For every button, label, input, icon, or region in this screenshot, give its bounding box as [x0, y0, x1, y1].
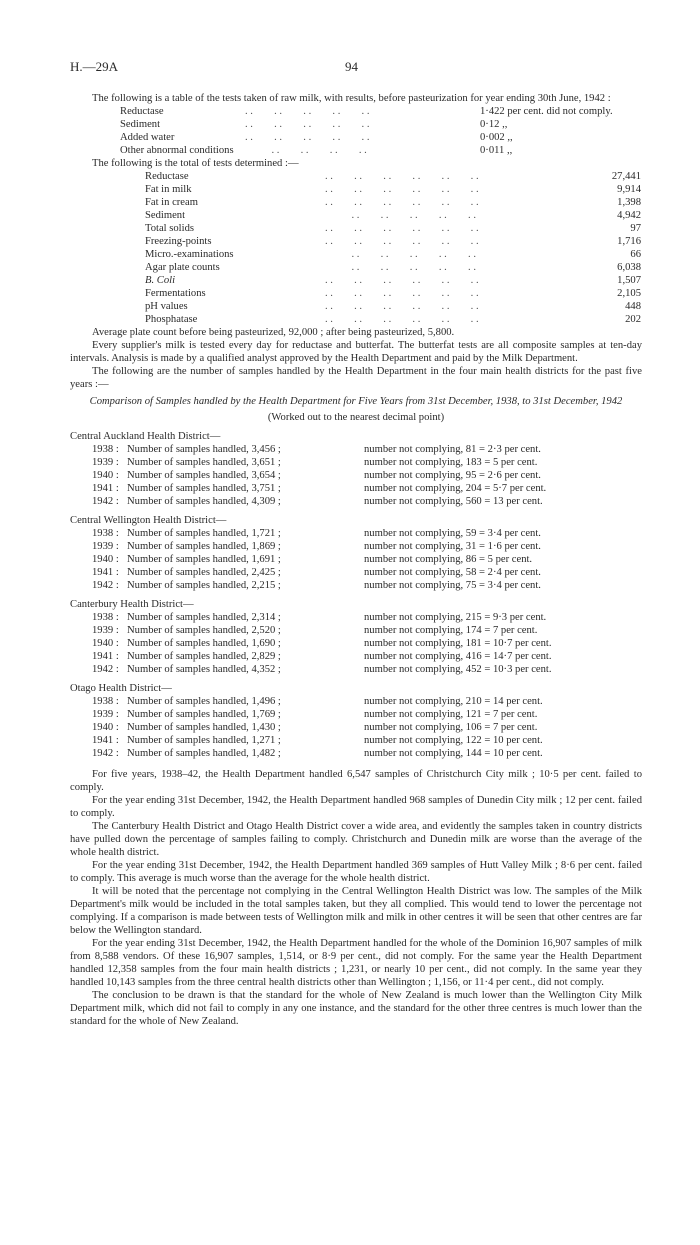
district-row: 1940 : Number of samples handled, 1,691 ; number not complying, 86 = 5 per cent.	[92, 554, 533, 565]
comparison-title: Comparison of Samples handled by the Health Department for Five Years from 31st December, 1938, to 31st December, 1942	[89, 396, 623, 407]
raw-test-row: Sediment . . . . . . . . . . 0·12 ,,	[120, 119, 508, 130]
totals-list	[70, 170, 642, 326]
district-row: 1939 : Number of samples handled, 1,869 ; number not complying, 31 = 1·6 per cent.	[92, 541, 541, 552]
closing-paragraph: The Canterbury Health District and Otago Health District cover a wide area, and evidently the samples taken in country districts have pulled down the percentage of samples failing to comply. Christchurch and Dunedin milk are worse than the average of the whole health district.	[70, 821, 642, 858]
closing-paragraph: The conclusion to be drawn is that the standard for the whole of New Zealand is much lower than the Wellington City Milk Department milk, which did not fail to comply in any one instance, and the standard for the other three centres is much lower than the standard for the whole of New Zealand.	[70, 990, 642, 1027]
district-wellington	[70, 514, 642, 592]
district-row: 1939 : Number of samples handled, 1,769 ; number not complying, 121 = 7 per cent.	[92, 709, 538, 720]
total-row: Reductase . . . . . . . . . . . . 27,441	[145, 171, 641, 182]
district-heading: Otago Health District—	[70, 683, 172, 694]
closing-paragraph: For the year ending 31st December, 1942, the Health Department handled 968 samples of Dunedin City milk ; 12 per cent. failed to comply.	[70, 795, 642, 819]
district-row: 1938 : Number of samples handled, 1,496 ; number not complying, 210 = 14 per cent.	[92, 696, 543, 707]
supplier-paragraph: Every supplier's milk is tested every day for reductase and butterfat. The butterfat tests are all composite samples at ten-day intervals. Analysis is made by a qualified analyst approved by the Health Department and paid by the Milk Department.	[70, 340, 642, 364]
closing-paragraph: For the year ending 31st December, 1942, the Health Department handled 369 samples of Hutt Valley Milk ; 8·6 per cent. failed to comply. This average is much worse than the average for the whole health district.	[70, 860, 642, 884]
district-row: 1942 : Number of samples handled, 4,352 ; number not complying, 452 = 10·3 per cent.	[92, 664, 552, 675]
district-row: 1941 : Number of samples handled, 2,425 ; number not complying, 58 = 2·4 per cent.	[92, 567, 541, 578]
raw-test-row: Reductase . . . . . . . . . . 1·422 per cent. did not comply.	[120, 106, 613, 117]
district-canterbury	[70, 598, 642, 676]
raw-tests-list	[70, 105, 642, 157]
intro-paragraph: The following is a table of the tests taken of raw milk, with results, before pasteurization for year ending 30th June, 1942 :	[92, 93, 611, 104]
total-row: Agar plate counts . . . . . . . . . . 6,038	[145, 262, 641, 273]
closing-section	[70, 768, 642, 1028]
closing-paragraph: For five years, 1938–42, the Health Department handled 6,547 samples of Christchurch City milk ; 10·5 per cent. failed to comply.	[70, 769, 642, 793]
district-row: 1942 : Number of samples handled, 2,215 ; number not complying, 75 = 3·4 per cent.	[92, 580, 541, 591]
total-row: pH values . . . . . . . . . . . . 448	[145, 301, 641, 312]
district-row: 1942 : Number of samples handled, 1,482 ; number not complying, 144 = 10 per cent.	[92, 748, 543, 759]
total-row: Sediment . . . . . . . . . . 4,942	[145, 210, 641, 221]
raw-test-row: Other abnormal conditions . . . . . . . . 0·011 ,,	[120, 145, 513, 156]
report-reference: H.—29A	[70, 59, 119, 74]
total-row: B. Coli . . . . . . . . . . . . 1,507	[145, 275, 641, 286]
totals-intro: The following is the total of tests determined :—	[92, 158, 299, 169]
district-row: 1940 : Number of samples handled, 3,654 ; number not complying, 95 = 2·6 per cent.	[92, 470, 541, 481]
district-row: 1938 : Number of samples handled, 1,721 ; number not complying, 59 = 3·4 per cent.	[92, 528, 541, 539]
district-row: 1940 : Number of samples handled, 1,690 ; number not complying, 181 = 10·7 per cent.	[92, 638, 552, 649]
page-number: 94	[345, 59, 358, 74]
district-row: 1941 : Number of samples handled, 3,751 ; number not complying, 204 = 5·7 per cent.	[92, 483, 547, 494]
closing-paragraph: It will be noted that the percentage not complying in the Central Wellington Health District was low. The samples of the Milk Department's milk would be included in the total samples taken, but they all complied. This would tend to lower the percentage not complying. If a comparison is made between tests of Wellington milk and milk in other centres it will be seen that other centres are far below the Wellington standard.	[70, 886, 642, 936]
total-row: Fermentations . . . . . . . . . . . . 2,105	[145, 288, 641, 299]
page-header	[70, 60, 642, 76]
district-heading: Central Auckland Health District—	[70, 431, 221, 442]
district-row: 1938 : Number of samples handled, 3,456 ; number not complying, 81 = 2·3 per cent.	[92, 444, 541, 455]
total-row: Phosphatase . . . . . . . . . . . . 202	[145, 314, 641, 325]
following-paragraph: The following are the number of samples handled by the Health Department in the four main health districts for the past five years :—	[70, 366, 642, 390]
closing-paragraph: For the year ending 31st December, 1942, the Health Department handled for the whole of the Dominion 16,907 samples of milk from 8,588 vendors. Of these 16,907 samples, 1,514, or 8·9 per cent., did not comply. For the same year the Health Department handled 12,358 samples from the four main health districts ; 1,231, or nearly 10 per cent., did not comply. In the same year they handled 10,143 samples from the three central health districts other than Wellington ; 1,156, or 11·4 per cent., did not comply.	[70, 938, 642, 988]
district-row: 1939 : Number of samples handled, 2,520 ; number not complying, 174 = 7 per cent.	[92, 625, 538, 636]
page-body	[70, 92, 642, 1028]
raw-test-row: Added water . . . . . . . . . . 0·002 ,,	[120, 132, 513, 143]
total-row: Freezing-points . . . . . . . . . . . . 1,716	[145, 236, 641, 247]
district-otago	[70, 682, 642, 760]
district-row: 1940 : Number of samples handled, 1,430 ; number not complying, 106 = 7 per cent.	[92, 722, 538, 733]
district-row: 1941 : Number of samples handled, 2,829 ; number not complying, 416 = 14·7 per cent.	[92, 651, 552, 662]
comparison-subtitle: (Worked out to the nearest decimal point)	[267, 412, 445, 423]
total-row: Fat in milk . . . . . . . . . . . . 9,914	[145, 184, 641, 195]
total-row: Total solids . . . . . . . . . . . . 97	[145, 223, 641, 234]
district-auckland	[70, 430, 642, 508]
district-heading: Canterbury Health District—	[70, 599, 194, 610]
district-row: 1939 : Number of samples handled, 3,651 ; number not complying, 183 = 5 per cent.	[92, 457, 538, 468]
district-row: 1938 : Number of samples handled, 2,314 ; number not complying, 215 = 9·3 per cent.	[92, 612, 547, 623]
total-row: Micro.-examinations . . . . . . . . . . 66	[145, 249, 641, 260]
district-row: 1942 : Number of samples handled, 4,309 ; number not complying, 560 = 13 per cent.	[92, 496, 543, 507]
district-heading: Central Wellington Health District—	[70, 515, 227, 526]
plate-count-paragraph: Average plate count before being pasteurized, 92,000 ; after being pasteurized, 5,800.	[92, 327, 455, 338]
district-row: 1941 : Number of samples handled, 1,271 ; number not complying, 122 = 10 per cent.	[92, 735, 543, 746]
total-row: Fat in cream . . . . . . . . . . . . 1,398	[145, 197, 641, 208]
